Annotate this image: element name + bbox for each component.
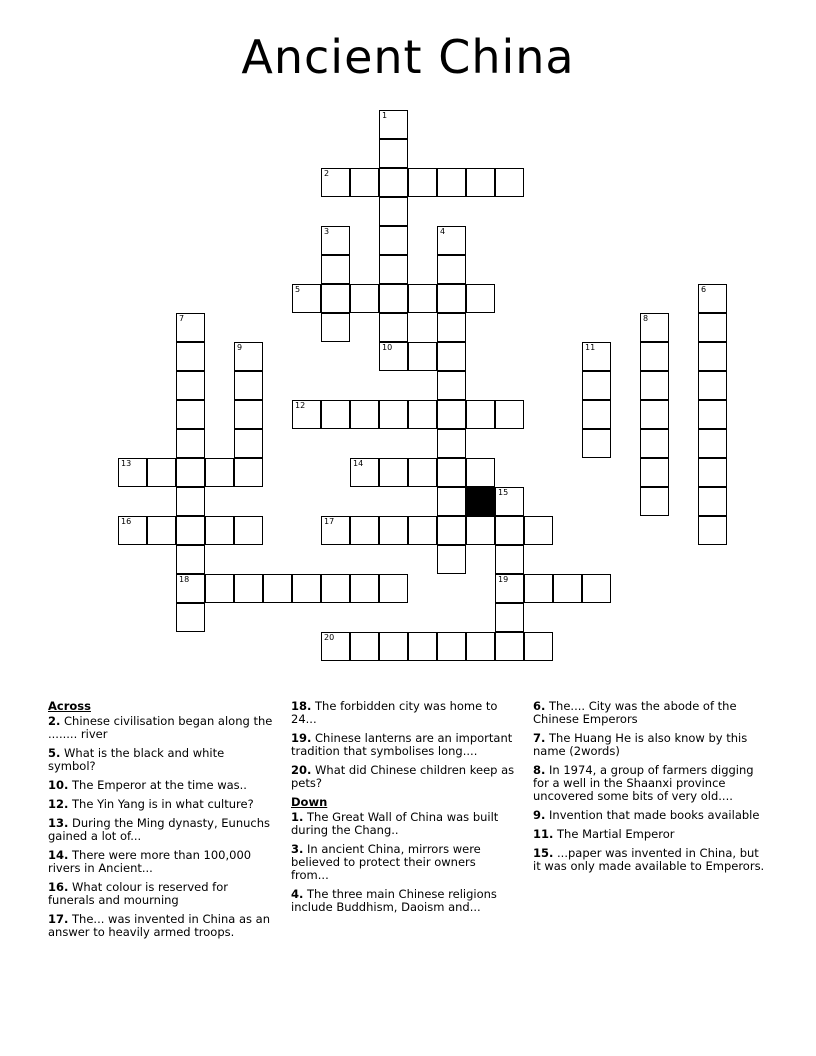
clue-number: 9 (237, 343, 243, 352)
grid-cell[interactable] (582, 400, 611, 429)
grid-cell[interactable] (437, 168, 466, 197)
grid-cell[interactable] (292, 400, 321, 429)
grid-cell[interactable] (176, 487, 205, 516)
clue-text: There were more than 100,000 rivers in Ancient... (48, 848, 252, 875)
grid-cell[interactable] (698, 284, 727, 313)
grid-cell[interactable] (698, 342, 727, 371)
clue-label: 10. (48, 778, 69, 792)
grid-cell[interactable] (234, 516, 263, 545)
clue-item (48, 881, 273, 907)
grid-cell[interactable] (379, 197, 408, 226)
across-clue-list (48, 715, 273, 939)
grid-cell[interactable] (147, 516, 176, 545)
clue-number: 6 (701, 285, 707, 294)
grid-cell[interactable] (350, 168, 379, 197)
clue-label: 12. (48, 797, 69, 811)
grid-cell[interactable] (176, 516, 205, 545)
grid-cell[interactable] (205, 574, 234, 603)
clue-item (48, 849, 273, 875)
grid-cell[interactable] (263, 574, 292, 603)
clue-label: 1. (291, 810, 304, 824)
grid-cell[interactable] (495, 516, 524, 545)
grid-cell[interactable] (553, 574, 582, 603)
clue-number: 12 (295, 401, 306, 410)
clue-item (291, 843, 516, 882)
clue-text: Chinese lanterns are an important tradition that symbolises long.... (291, 731, 513, 758)
grid-cell[interactable] (205, 516, 234, 545)
grid-cell[interactable] (640, 342, 669, 371)
grid-cell[interactable] (176, 313, 205, 342)
clue-label: 11. (533, 827, 554, 841)
clue-item (533, 809, 765, 822)
grid-cell[interactable] (698, 458, 727, 487)
clue-label: 7. (533, 731, 546, 745)
grid-cell[interactable] (698, 487, 727, 516)
grid-cell[interactable] (350, 574, 379, 603)
grid-cell[interactable] (379, 110, 408, 139)
grid-cell[interactable] (582, 371, 611, 400)
clue-text: What is the black and white symbol? (48, 746, 225, 773)
grid-cell[interactable] (437, 632, 466, 661)
grid-cell[interactable] (321, 632, 350, 661)
grid-cell[interactable] (234, 429, 263, 458)
grid-cell[interactable] (379, 574, 408, 603)
clue-label: 4. (291, 887, 304, 901)
grid-cell[interactable] (640, 371, 669, 400)
clue-label: 8. (533, 763, 546, 777)
clue-text: What did Chinese children keep as pets? (291, 763, 515, 790)
grid-cell[interactable] (466, 284, 495, 313)
grid-cell[interactable] (437, 226, 466, 255)
grid-cell[interactable] (321, 516, 350, 545)
clue-label: 19. (291, 731, 312, 745)
grid-cell[interactable] (379, 458, 408, 487)
clue-item (48, 779, 273, 792)
across-clue-list-continued (291, 700, 516, 790)
grid-cell[interactable] (524, 516, 553, 545)
grid-cell[interactable] (176, 574, 205, 603)
clue-text: ...paper was invented in China, but it was only made available to Emperors. (533, 846, 765, 873)
clue-label: 5. (48, 746, 61, 760)
grid-cell[interactable] (437, 342, 466, 371)
clue-item (291, 888, 516, 914)
clue-number: 5 (295, 285, 301, 294)
grid-cell[interactable] (437, 545, 466, 574)
grid-cell[interactable] (466, 458, 495, 487)
clue-item (291, 811, 516, 837)
clues-column-1 (48, 700, 273, 945)
grid-cell[interactable] (437, 371, 466, 400)
clue-item (533, 700, 765, 726)
grid-cell[interactable] (379, 168, 408, 197)
grid-cell[interactable] (321, 255, 350, 284)
clue-item (48, 913, 273, 939)
grid-cell[interactable] (379, 255, 408, 284)
grid-cell[interactable] (582, 574, 611, 603)
clue-number: 7 (179, 314, 185, 323)
grid-cell[interactable] (234, 458, 263, 487)
grid-cell[interactable] (698, 516, 727, 545)
grid-cell[interactable] (437, 400, 466, 429)
clue-number: 20 (324, 633, 335, 642)
clue-label: 9. (533, 808, 546, 822)
clue-label: 16. (48, 880, 69, 894)
clue-number: 1 (382, 111, 388, 120)
grid-cell[interactable] (350, 632, 379, 661)
grid-cell[interactable] (379, 516, 408, 545)
clue-text: The Huang He is also know by this name (2words) (533, 731, 748, 758)
grid-cell[interactable] (147, 458, 176, 487)
clue-item (291, 764, 516, 790)
clue-text: In ancient China, mirrors were believed to protect their owners from... (291, 842, 481, 882)
grid-cell[interactable] (234, 400, 263, 429)
grid-cell[interactable] (379, 400, 408, 429)
clues-column-3 (533, 700, 765, 879)
clue-item (48, 715, 273, 741)
clue-label: 6. (533, 699, 546, 713)
clue-text: In 1974, a group of farmers digging for a well in the Shaanxi province uncovered some bits of very old.... (533, 763, 754, 803)
grid-cell[interactable] (495, 574, 524, 603)
clue-item (48, 747, 273, 773)
clue-item (533, 764, 765, 803)
grid-cell[interactable] (640, 487, 669, 516)
grid-cell[interactable] (321, 400, 350, 429)
puzzle-title: Ancient China (241, 30, 575, 84)
grid-cell[interactable] (408, 400, 437, 429)
grid-cell[interactable] (205, 458, 234, 487)
grid-cell[interactable] (495, 545, 524, 574)
grid-cell[interactable] (466, 632, 495, 661)
grid-cell[interactable] (408, 284, 437, 313)
grid-cell[interactable] (350, 516, 379, 545)
grid-cell[interactable] (640, 313, 669, 342)
grid-cell[interactable] (524, 574, 553, 603)
grid-cell[interactable] (437, 284, 466, 313)
clue-text: Chinese civilisation began along the ........ river (48, 714, 273, 741)
clue-item (48, 798, 273, 811)
grid-cell[interactable] (379, 632, 408, 661)
grid-cell[interactable] (495, 168, 524, 197)
clue-label: 20. (291, 763, 312, 777)
grid-cell[interactable] (698, 400, 727, 429)
grid-cell[interactable] (698, 371, 727, 400)
grid-cell[interactable] (176, 371, 205, 400)
clue-number: 8 (643, 314, 649, 323)
grid-cell[interactable] (408, 168, 437, 197)
clue-number: 2 (324, 169, 330, 178)
clue-number: 11 (585, 343, 596, 352)
grid-cell[interactable] (321, 284, 350, 313)
down-header: Down (291, 795, 328, 809)
clue-item (533, 828, 765, 841)
clue-text: The... was invented in China as an answer to heavily armed troops. (48, 912, 271, 939)
grid-cell[interactable] (437, 516, 466, 545)
clue-text: The Great Wall of China was built during the Chang.. (291, 810, 499, 837)
grid-cell[interactable] (408, 458, 437, 487)
clue-text: The three main Chinese religions include Buddhism, Daoism and... (291, 887, 497, 914)
clue-number: 4 (440, 227, 446, 236)
clue-number: 18 (179, 575, 190, 584)
down-clue-list (291, 811, 516, 914)
grid-cell[interactable] (321, 168, 350, 197)
clue-text: The Yin Yang is in what culture? (68, 797, 254, 811)
grid-cell[interactable] (234, 574, 263, 603)
clue-label: 13. (48, 816, 69, 830)
grid-cell[interactable] (321, 574, 350, 603)
grid-cell[interactable] (640, 400, 669, 429)
grid-cell[interactable] (176, 458, 205, 487)
clue-label: 14. (48, 848, 69, 862)
grid-cell[interactable] (379, 284, 408, 313)
grid-cell[interactable] (495, 487, 524, 516)
clue-text: The forbidden city was home to 24... (291, 699, 498, 726)
grid-cell[interactable] (437, 255, 466, 284)
clue-text: The Martial Emperor (553, 827, 675, 841)
grid-cell[interactable] (321, 226, 350, 255)
grid-cell[interactable] (379, 313, 408, 342)
clue-label: 2. (48, 714, 61, 728)
down-clue-list-continued (533, 700, 765, 873)
grid-cell[interactable] (466, 516, 495, 545)
clue-item (533, 847, 765, 873)
grid-cell[interactable] (118, 516, 147, 545)
grid-cell[interactable] (495, 603, 524, 632)
grid-cell[interactable] (321, 313, 350, 342)
grid-cell[interactable] (698, 429, 727, 458)
grid-cell[interactable] (379, 226, 408, 255)
clue-number: 15 (498, 488, 509, 497)
clue-label: 18. (291, 699, 312, 713)
grid-cell[interactable] (350, 458, 379, 487)
grid-cell[interactable] (176, 545, 205, 574)
clue-number: 17 (324, 517, 335, 526)
grid-cell[interactable] (640, 429, 669, 458)
grid-cell[interactable] (176, 400, 205, 429)
grid-cell[interactable] (176, 342, 205, 371)
grid-cell[interactable] (582, 342, 611, 371)
grid-cell[interactable] (437, 458, 466, 487)
grid-cell[interactable] (350, 284, 379, 313)
grid-cell[interactable] (495, 632, 524, 661)
grid-cell[interactable] (437, 313, 466, 342)
clue-label: 3. (291, 842, 304, 856)
clue-number: 3 (324, 227, 330, 236)
grid-cell[interactable] (408, 342, 437, 371)
grid-cell[interactable] (466, 400, 495, 429)
clue-text: The Emperor at the time was.. (68, 778, 247, 792)
clue-item (291, 700, 516, 726)
grid-cell[interactable] (582, 429, 611, 458)
grid-cell[interactable] (234, 371, 263, 400)
clue-item (291, 732, 516, 758)
clue-item (48, 817, 273, 843)
grid-cell[interactable] (176, 603, 205, 632)
grid-cell[interactable] (176, 429, 205, 458)
grid-cell[interactable] (292, 574, 321, 603)
clue-label: 17. (48, 912, 69, 926)
grid-cell[interactable] (437, 429, 466, 458)
grid-cell[interactable] (292, 284, 321, 313)
clue-text: What colour is reserved for funerals and mourning (48, 880, 228, 907)
grid-cell[interactable] (698, 313, 727, 342)
grid-cell[interactable] (379, 342, 408, 371)
clue-text: Invention that made books available (545, 808, 760, 822)
clues-column-2 (291, 700, 516, 920)
grid-cell[interactable] (379, 139, 408, 168)
grid-cell[interactable] (466, 168, 495, 197)
clue-item (533, 732, 765, 758)
grid-cell[interactable] (408, 632, 437, 661)
clue-text: The.... City was the abode of the Chinese Emperors (533, 699, 737, 726)
grid-cell[interactable] (234, 342, 263, 371)
grid-cell[interactable] (495, 400, 524, 429)
clue-number: 19 (498, 575, 509, 584)
clue-number: 13 (121, 459, 132, 468)
grid-cell[interactable] (118, 458, 147, 487)
across-header: Across (48, 699, 91, 713)
clue-label: 15. (533, 846, 554, 860)
grid-cell[interactable] (640, 458, 669, 487)
grid-cell[interactable] (437, 487, 466, 516)
clue-text: During the Ming dynasty, Eunuchs gained a lot of... (48, 816, 271, 843)
clue-number: 14 (353, 459, 364, 468)
grid-cell[interactable] (524, 632, 553, 661)
clue-number: 16 (121, 517, 132, 526)
black-cell (466, 487, 495, 516)
grid-cell[interactable] (408, 516, 437, 545)
grid-cell[interactable] (350, 400, 379, 429)
clue-number: 10 (382, 343, 393, 352)
